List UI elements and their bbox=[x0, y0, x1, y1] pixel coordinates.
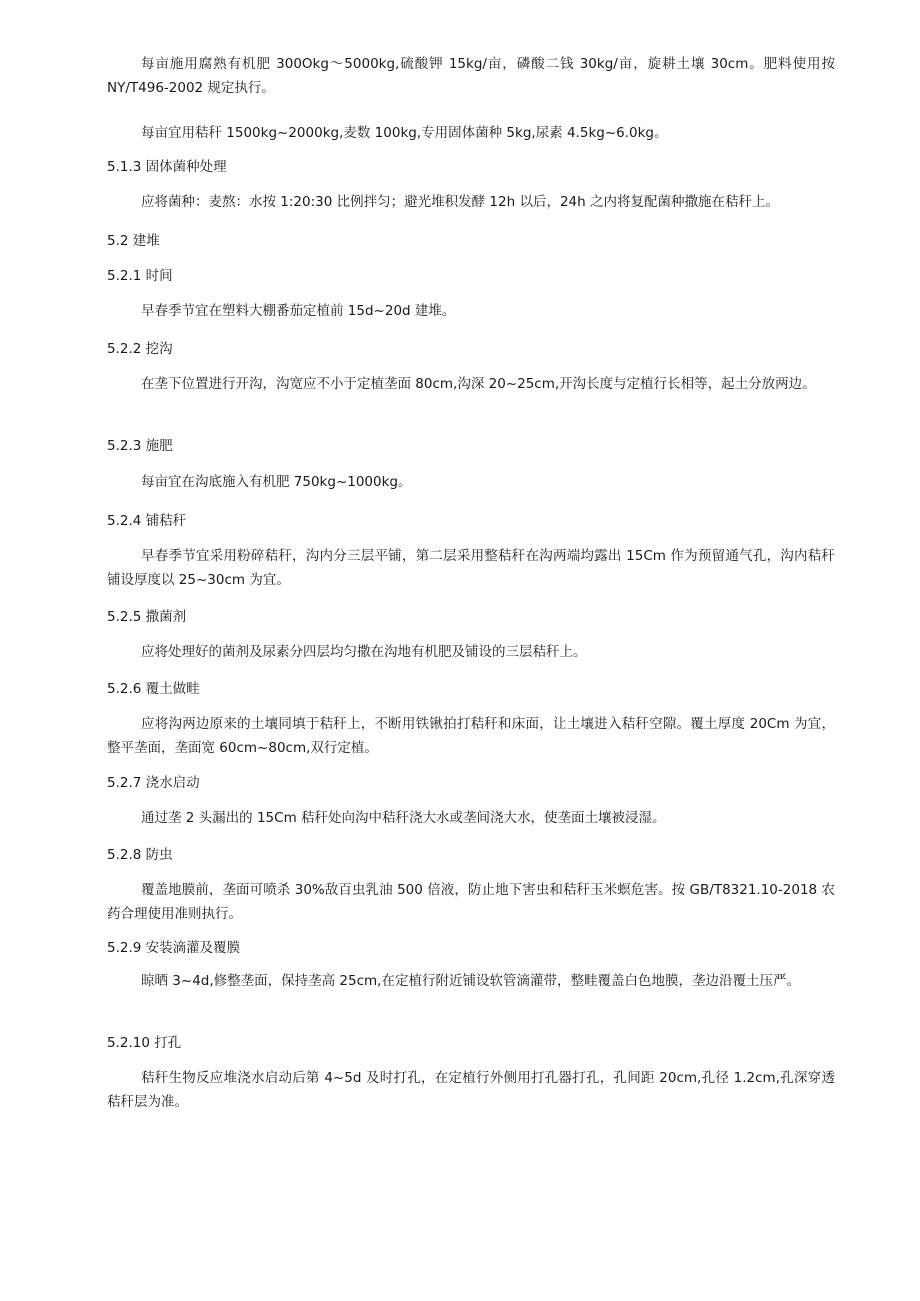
paragraph-spreading-agent: 应将处理好的菌剂及尿素分四层均匀撒在沟地有机肥及铺设的三层秸秆上。 bbox=[141, 644, 587, 660]
heading-5-2-8: 5.2.8 防虫 bbox=[107, 847, 173, 863]
paragraph-straw-amount: 每亩宜用秸秆 1500kg~2000kg,麦数 100kg,专用固体菌种 5kg,尿素 4.5kg~6.0kg。 bbox=[141, 125, 668, 141]
heading-5-2-1: 5.2.1 时间 bbox=[107, 268, 173, 284]
paragraph-straw-laying: 早春季节宜采用粉碎秸秆，沟内分三层平铺，第二层采用整秸秆在沟两端均露出 15Cm 作为预留通气孔，沟内秸秆铺设厚度以 25~30cm 为宜。 bbox=[107, 548, 835, 588]
paragraph-hole-punching: 秸秆生物反应堆浇水启动后第 4~5d 及时打孔，在定植行外侧用打孔器打孔，孔间距 20cm,孔径 1.2cm,孔深穿透秸秆层为准。 bbox=[107, 1070, 835, 1110]
heading-5-2: 5.2 建堆 bbox=[107, 233, 160, 249]
heading-5-2-9: 5.2.9 安装滴灌及覆膜 bbox=[107, 940, 241, 956]
heading-5-2-6: 5.2.6 覆土做畦 bbox=[107, 681, 200, 697]
heading-5-2-2: 5.2.2 挖沟 bbox=[107, 341, 173, 357]
paragraph-soil-covering: 应将沟两边原来的土壤同填于秸秆上，不断用铁锹拍打秸秆和床面，让土壤进入秸秆空隙。覆土厚度 20Cm 为宜，整平垄面，垄面宽 60cm~80cm,双行定植。 bbox=[107, 716, 835, 756]
heading-5-2-7: 5.2.7 浇水启动 bbox=[107, 775, 200, 791]
paragraph-watering: 通过垄 2 头漏出的 15Cm 秸秆处向沟中秸秆浇大水或垄间浇大水，使垄面土壤被浸湿。 bbox=[141, 810, 666, 826]
heading-5-2-5: 5.2.5 撒菌剂 bbox=[107, 609, 187, 625]
heading-5-2-10: 5.2.10 打孔 bbox=[107, 1035, 182, 1051]
heading-5-2-3: 5.2.3 施肥 bbox=[107, 438, 173, 454]
heading-5-2-4: 5.2.4 铺秸秆 bbox=[107, 513, 187, 529]
paragraph-strain-treatment: 应将菌种：麦熬：水按 1:20:30 比例拌匀；避光堆积发酵 12h 以后，24h 之内将复配菌种撒施在秸秆上。 bbox=[141, 194, 779, 210]
paragraph-time: 早春季节宜在塑料大棚番茄定植前 15d~20d 建堆。 bbox=[141, 303, 456, 319]
paragraph-fertilizer-application: 每亩施用腐熟有机肥 300Okg～5000kg,硫酸钾 15kg/亩，磷酸二钱 30kg/亩，旋耕土壤 30cm。肥料使用按 NY/T496-2002 规定执行。 bbox=[107, 56, 835, 96]
paragraph-trenching: 在垄下位置进行开沟，沟宽应不小于定植垄面 80cm,沟深 20~25cm,开沟长度与定植行长相等，起土分放两边。 bbox=[141, 376, 816, 392]
paragraph-fertilizing: 每亩宜在沟底施入有机肥 750kg~1000kg。 bbox=[141, 474, 412, 490]
heading-5-1-3: 5.1.3 固体菌种处理 bbox=[107, 159, 227, 175]
paragraph-drip-irrigation: 晾晒 3~4d,修整垄面，保持垄高 25cm,在定植行附近铺设软管滴灌带，整畦覆盖白色地膜，垄边沿覆土压严。 bbox=[141, 973, 800, 989]
paragraph-pest-control: 覆盖地膜前，垄面可喷杀 30%敌百虫乳油 500 倍液，防止地下害虫和秸秆玉米螟危害。按 GB/T8321.10-2018 农药合理使用准则执行。 bbox=[107, 882, 835, 922]
